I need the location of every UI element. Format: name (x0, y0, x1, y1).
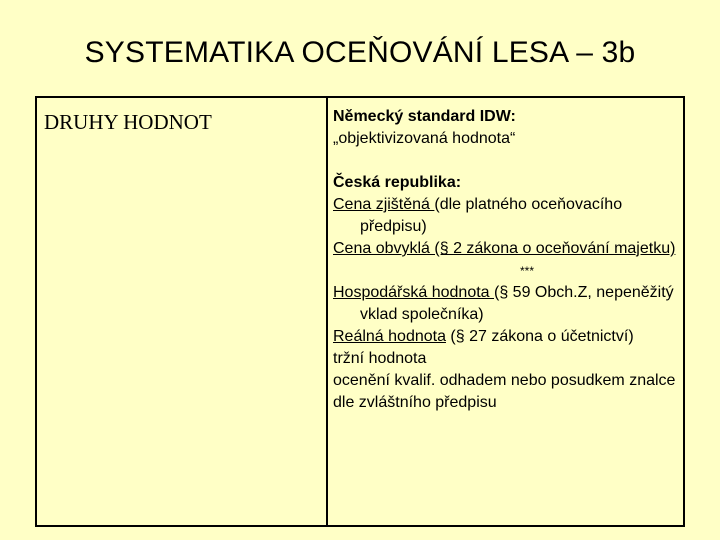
czech-heading: Česká republika: (333, 174, 462, 191)
item-label: Cena obvyklá (§ 2 zákona o oceňování majetku) (333, 240, 676, 257)
list-item (333, 326, 681, 348)
list-item (333, 370, 681, 392)
item-text: tržní hodnota (333, 350, 427, 367)
list-item (333, 282, 681, 326)
item-label: Cena zjištěná (333, 196, 435, 213)
german-standard-text: „objektivizovaná hodnota“ (333, 130, 516, 147)
item-text: ocenění kvalif. odhadem nebo posudkem znalce (333, 372, 676, 389)
separator: *** (519, 264, 534, 278)
item-text: dle zvláštního předpisu (333, 394, 497, 411)
page-title: SYSTEMATIKA OCEŇOVÁNÍ LESA – 3b (84, 36, 636, 69)
left-column-heading: DRUHY HODNOT (44, 110, 212, 134)
list-item (333, 194, 681, 238)
item-text: (dle platného oceňovacího předpisu) (360, 196, 623, 235)
item-text: (§ 59 Obch.Z, nepeněžitý vklad společníka) (360, 284, 674, 323)
item-label: Hospodářská hodnota (333, 284, 494, 301)
list-item (333, 238, 681, 260)
item-text: (§ 27 zákona o účetnictví) (445, 328, 634, 345)
list-item (333, 348, 681, 370)
item-label: Reálná hodnota (333, 328, 446, 345)
list-item (333, 392, 681, 414)
column-divider (326, 98, 328, 525)
right-column (333, 106, 681, 414)
content-table (35, 96, 685, 527)
german-standard-heading: Německý standard IDW: (333, 108, 516, 125)
